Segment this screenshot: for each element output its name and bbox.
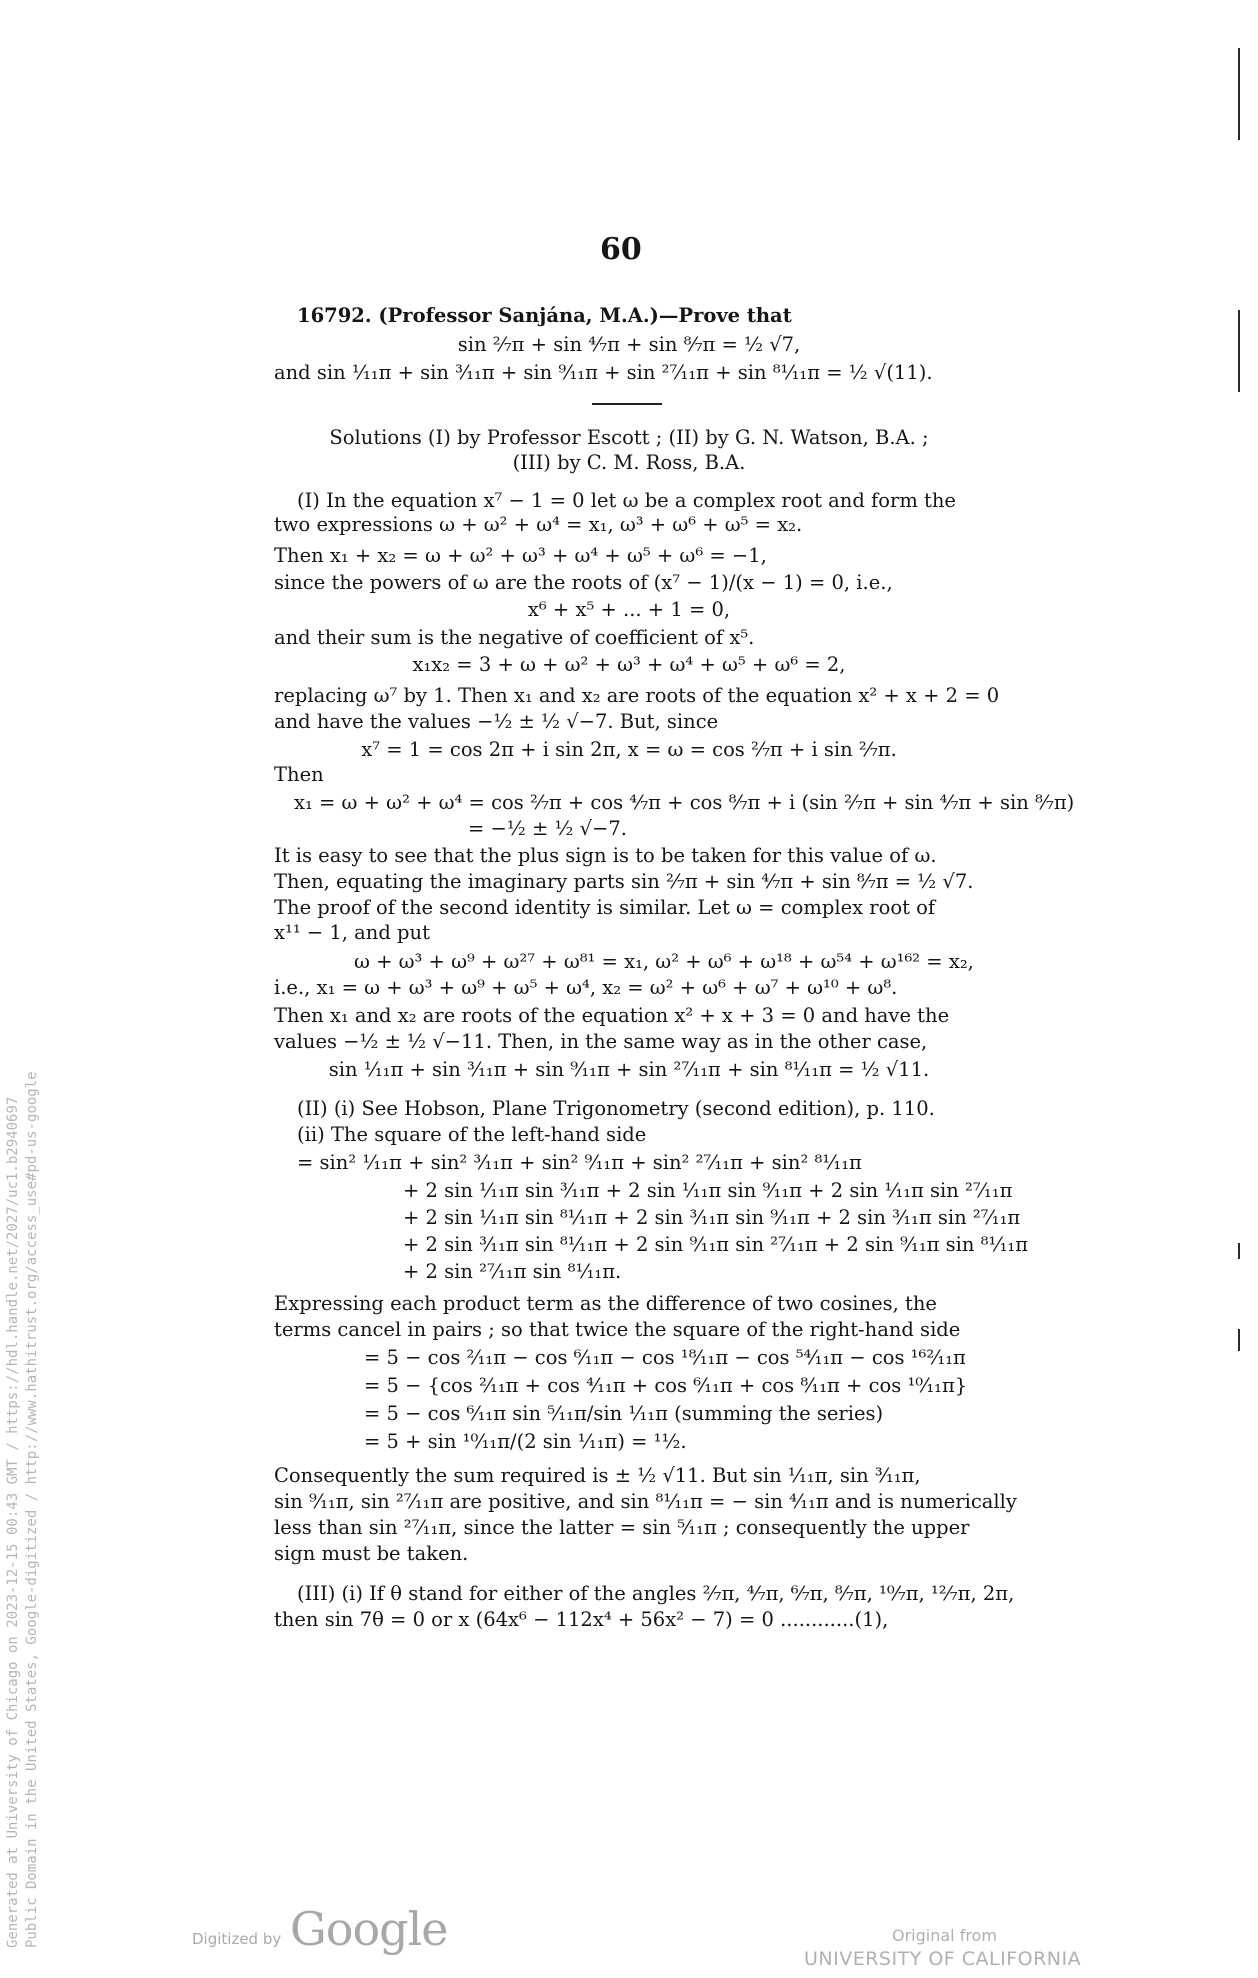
- text-line: less than sin ²⁷⁄₁₁π, since the latter = sin ⁵⁄₁₁π ; consequently the upper: [274, 1516, 970, 1539]
- text-line: replacing ω⁷ by 1. Then x₁ and x₂ are roots of the equation x² + x + 2 = 0: [274, 684, 1000, 707]
- scan-artifact-line: [1238, 310, 1240, 392]
- text-line: = 5 − cos ⁶⁄₁₁π sin ⁵⁄₁₁π/sin ¹⁄₁₁π (summing the series): [364, 1402, 884, 1425]
- text-line: Then x₁ and x₂ are roots of the equation x² + x + 3 = 0 and have the: [274, 1004, 950, 1027]
- text-line: ω + ω³ + ω⁹ + ω²⁷ + ω⁸¹ = x₁, ω² + ω⁶ + ω¹⁸ + ω⁵⁴ + ω¹⁶² = x₂,: [354, 950, 974, 973]
- hathitrust-side-stamp: [4, 1071, 42, 1948]
- text-line: = sin² ¹⁄₁₁π + sin² ³⁄₁₁π + sin² ⁹⁄₁₁π + sin² ²⁷⁄₁₁π + sin² ⁸¹⁄₁₁π: [297, 1151, 862, 1174]
- text-line: and have the values −½ ± ½ √−7. But, since: [274, 710, 719, 733]
- text-line: + 2 sin ²⁷⁄₁₁π sin ⁸¹⁄₁₁π.: [403, 1260, 622, 1283]
- text-line: x₁ = ω + ω² + ω⁴ = cos ²⁄₇π + cos ⁴⁄₇π + cos ⁸⁄₇π + i (sin ²⁄₇π + sin ⁴⁄₇π + sin ⁸⁄₇π): [294, 791, 1075, 814]
- page-number: 60: [600, 232, 642, 267]
- scan-artifact-line: [1238, 48, 1240, 140]
- stamp-line-generated: Generated at University of Chicago on 2023-12-15 00:43 GMT / https://hdl.handle.net/2027/uc1.b2940697: [5, 1096, 21, 1948]
- text-line: 16792. (Professor Sanjána, M.A.)—Prove that: [297, 304, 792, 327]
- text-line: Solutions (I) by Professor Escott ; (II) by G. N. Watson, B.A. ;: [329, 426, 929, 449]
- text-line: The proof of the second identity is similar. Let ω = complex root of: [274, 896, 936, 919]
- text-line: = 5 + sin ¹⁰⁄₁₁π/(2 sin ¹⁄₁₁π) = ¹¹⁄₂.: [364, 1430, 687, 1453]
- google-logo: Google: [290, 1902, 448, 1956]
- text-line: since the powers of ω are the roots of (x⁷ − 1)/(x − 1) = 0, i.e.,: [274, 571, 893, 594]
- text-line: sign must be taken.: [274, 1542, 469, 1565]
- text-line: sin ²⁄₇π + sin ⁴⁄₇π + sin ⁸⁄₇π = ½ √7,: [457, 333, 801, 356]
- section-divider: [592, 403, 662, 405]
- text-line: x¹¹ − 1, and put: [274, 921, 430, 944]
- text-line: x⁷ = 1 = cos 2π + i sin 2π, x = ω = cos ²⁄₇π + i sin ²⁄₇π.: [361, 738, 897, 761]
- text-line: + 2 sin ³⁄₁₁π sin ⁸¹⁄₁₁π + 2 sin ⁹⁄₁₁π sin ²⁷⁄₁₁π + 2 sin ⁹⁄₁₁π sin ⁸¹⁄₁₁π: [403, 1233, 1029, 1256]
- text-line: sin ¹⁄₁₁π + sin ³⁄₁₁π + sin ⁹⁄₁₁π + sin ²⁷⁄₁₁π + sin ⁸¹⁄₁₁π = ½ √11.: [328, 1058, 930, 1081]
- text-line: i.e., x₁ = ω + ω³ + ω⁹ + ω⁵ + ω⁴, x₂ = ω² + ω⁶ + ω⁷ + ω¹⁰ + ω⁸.: [274, 976, 898, 999]
- institution-label: UNIVERSITY OF CALIFORNIA: [804, 1948, 1082, 1970]
- text-line: = 5 − cos ²⁄₁₁π − cos ⁶⁄₁₁π − cos ¹⁸⁄₁₁π − cos ⁵⁴⁄₁₁π − cos ¹⁶²⁄₁₁π: [364, 1346, 966, 1369]
- text-line: and their sum is the negative of coefficient of x⁵.: [274, 626, 755, 649]
- text-line: two expressions ω + ω² + ω⁴ = x₁, ω³ + ω⁶ + ω⁵ = x₂.: [274, 513, 803, 536]
- scan-artifact-line: [1238, 1243, 1240, 1259]
- text-line: (III) (i) If θ stand for either of the angles ²⁄₇π, ⁴⁄₇π, ⁶⁄₇π, ⁸⁄₇π, ¹⁰⁄₇π, ¹²⁄₇π, 2π,: [297, 1582, 1015, 1605]
- text-line: (ii) The square of the left-hand side: [297, 1123, 647, 1146]
- text-line: values −½ ± ½ √−11. Then, in the same way as in the other case,: [274, 1030, 928, 1053]
- text-line: Then x₁ + x₂ = ω + ω² + ω³ + ω⁴ + ω⁵ + ω⁶ = −1,: [274, 544, 767, 567]
- text-line: Then, equating the imaginary parts sin ²⁄₇π + sin ⁴⁄₇π + sin ⁸⁄₇π = ½ √7.: [274, 870, 974, 893]
- text-line: + 2 sin ¹⁄₁₁π sin ³⁄₁₁π + 2 sin ¹⁄₁₁π sin ⁹⁄₁₁π + 2 sin ¹⁄₁₁π sin ²⁷⁄₁₁π: [403, 1179, 1013, 1202]
- text-line: then sin 7θ = 0 or x (64x⁶ − 112x⁴ + 56x² − 7) = 0 ............(1),: [274, 1608, 889, 1631]
- text-line: = −½ ± ½ √−7.: [468, 817, 627, 840]
- stamp-line-public-domain: Public Domain in the United States, Google-digitized / http://www.hathitrust.org/access_use#pd-us-google: [24, 1071, 40, 1948]
- text-line: = 5 − {cos ²⁄₁₁π + cos ⁴⁄₁₁π + cos ⁶⁄₁₁π + cos ⁸⁄₁₁π + cos ¹⁰⁄₁₁π}: [364, 1374, 968, 1397]
- text-line: sin ⁹⁄₁₁π, sin ²⁷⁄₁₁π are positive, and sin ⁸¹⁄₁₁π = − sin ⁴⁄₁₁π and is numerically: [274, 1490, 1017, 1513]
- text-line: Expressing each product term as the difference of two cosines, the: [274, 1292, 937, 1315]
- text-line: It is easy to see that the plus sign is to be taken for this value of ω.: [274, 844, 937, 867]
- text-line: + 2 sin ¹⁄₁₁π sin ⁸¹⁄₁₁π + 2 sin ³⁄₁₁π sin ⁹⁄₁₁π + 2 sin ³⁄₁₁π sin ²⁷⁄₁₁π: [403, 1206, 1021, 1229]
- text-line: x⁶ + x⁵ + ... + 1 = 0,: [527, 598, 731, 621]
- text-line: terms cancel in pairs ; so that twice the square of the right-hand side: [274, 1318, 961, 1341]
- text-line: and sin ¹⁄₁₁π + sin ³⁄₁₁π + sin ⁹⁄₁₁π + sin ²⁷⁄₁₁π + sin ⁸¹⁄₁₁π = ½ √(11).: [274, 361, 933, 384]
- text-line: (II) (i) See Hobson, Plane Trigonometry (second edition), p. 110.: [297, 1097, 935, 1120]
- scan-artifact-line: [1238, 1329, 1240, 1351]
- text-line: (I) In the equation x⁷ − 1 = 0 let ω be a complex root and form the: [297, 489, 956, 512]
- original-from-label: Original from: [892, 1926, 997, 1945]
- digitized-by-label: Digitized by: [192, 1930, 282, 1948]
- text-line: x₁x₂ = 3 + ω + ω² + ω³ + ω⁴ + ω⁵ + ω⁶ = 2,: [412, 653, 846, 676]
- text-line: Consequently the sum required is ± ½ √11. But sin ¹⁄₁₁π, sin ³⁄₁₁π,: [274, 1464, 921, 1487]
- text-line: Then: [274, 763, 324, 786]
- text-line: (III) by C. M. Ross, B.A.: [512, 451, 746, 474]
